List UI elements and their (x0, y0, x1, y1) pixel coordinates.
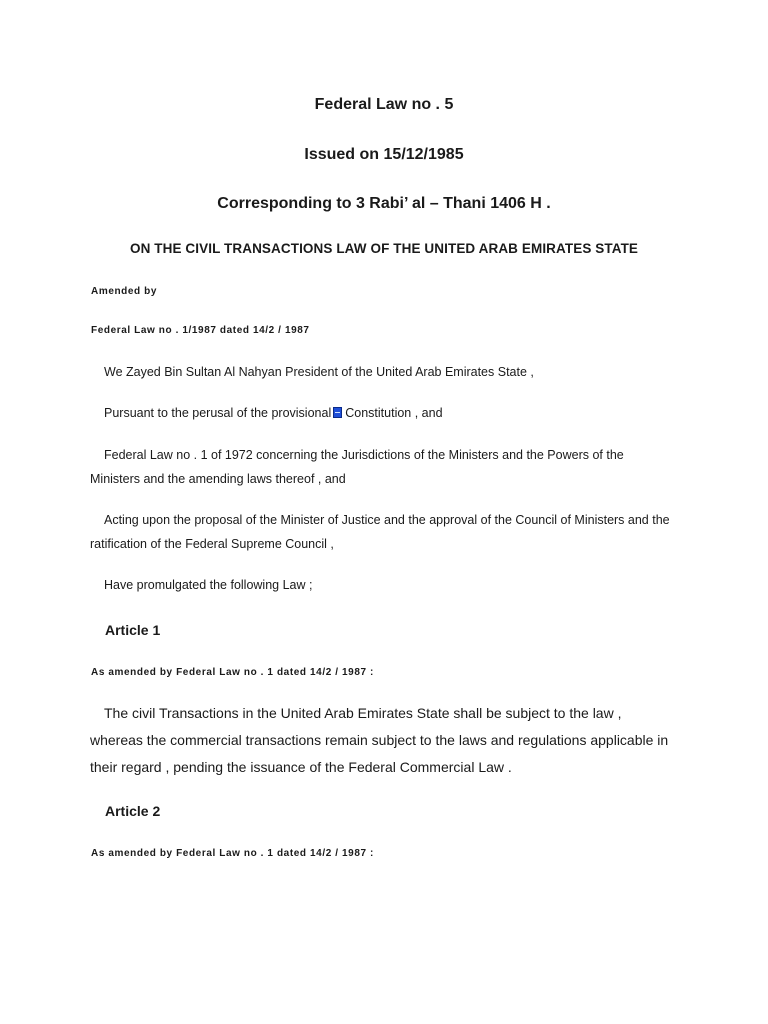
article-2-amend-note: As amended by Federal Law no . 1 dated 14/2 / 1987 : (91, 848, 374, 859)
preamble-paragraph-5: Have promulgated the following Law ; (104, 578, 313, 592)
article-1-heading: Article 1 (105, 622, 161, 638)
article-2-heading: Article 2 (105, 803, 161, 819)
article-1-amend-note: As amended by Federal Law no . 1 dated 14/2 / 1987 : (91, 667, 374, 678)
preamble-paragraph-2-end: Constitution , and (345, 406, 443, 420)
preamble-paragraph-4: Acting upon the proposal of the Minister of Justice and the approval of the Council of Ministers and the ratification of the Federal Supreme Council , (90, 513, 670, 551)
amending-law-reference: Federal Law no . 1/1987 dated 14/2 / 1987 (91, 325, 310, 336)
law-subject-heading: ON THE CIVIL TRANSACTIONS LAW OF THE UNITED ARAB EMIRATES STATE (129, 241, 639, 256)
preamble-paragraph-2-start: Pursuant to the perusal of the provisional (104, 406, 332, 420)
hijri-date: Corresponding to 3 Rabi’ al – Thani 1406 H . (217, 195, 551, 212)
document-icon[interactable] (333, 407, 342, 418)
issued-date: Issued on 15/12/1985 (304, 146, 464, 163)
preamble-paragraph-3: Federal Law no . 1 of 1972 concerning the Jurisdictions of the Ministers and the Powers of the Ministers and the amending laws thereof , and (90, 448, 624, 486)
article-1-text: The civil Transactions in the United Arab Emirates State shall be subject to the law , whereas the commercial transactions remain subject to the laws and regulations applicable in their regard , pending the issuance of the Federal Commercial Law . (90, 705, 669, 775)
preamble-paragraph-1: We Zayed Bin Sultan Al Nahyan President of the United Arab Emirates State , (104, 365, 534, 379)
law-title: Federal Law no . 5 (314, 96, 454, 113)
amended-by-label: Amended by (91, 286, 158, 297)
preamble-paragraph-2 (90, 401, 670, 425)
